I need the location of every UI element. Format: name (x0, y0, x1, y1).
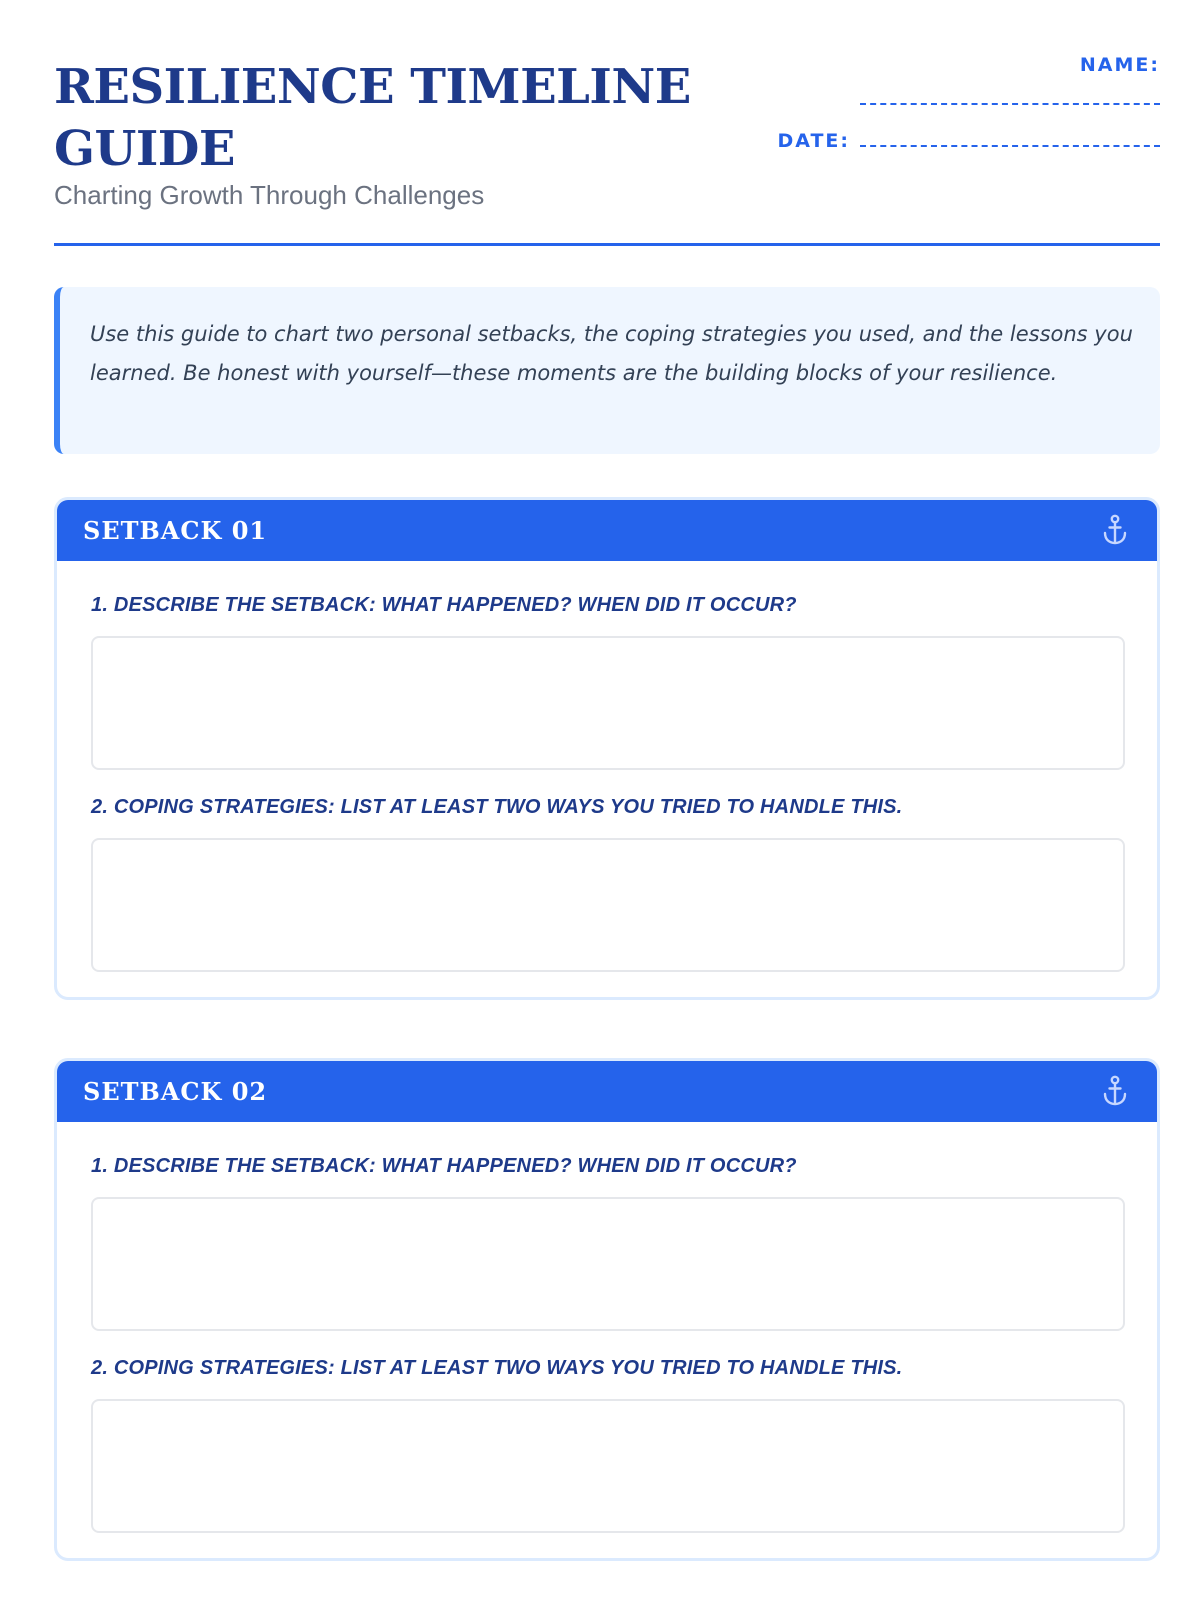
setback-card-02 (54, 1058, 1160, 1561)
page-title-line-1: RESILIENCE TIMELINE (54, 59, 691, 115)
intro-callout (54, 287, 1160, 454)
intro-text: Use this guide to chart two personal setbacks, the coping strategies you used, and the lessons you learned. Be honest with yourself—these moments are the building blocks of your resilience. (90, 322, 1133, 385)
name-date-block (760, 54, 1160, 152)
describe-setback-prompt: 1. DESCRIBE THE SETBACK: WHAT HAPPENED? WHEN DID IT OCCUR? (91, 1155, 797, 1177)
describe-setback-field[interactable] (91, 1197, 1125, 1331)
name-label: NAME: (1079, 54, 1160, 76)
setback-title: SETBACK 02 (83, 1077, 268, 1106)
page-subtitle: Charting Growth Through Challenges (54, 180, 485, 210)
anchor-icon (1101, 513, 1129, 547)
coping-strategies-prompt: 2. COPING STRATEGIES: LIST AT LEAST TWO WAYS YOU TRIED TO HANDLE THIS. (91, 796, 903, 818)
page-title-line-2: GUIDE (54, 121, 236, 177)
setback-title: SETBACK 01 (83, 516, 268, 545)
describe-setback-field[interactable] (91, 636, 1125, 770)
worksheet-page (54, 0, 1160, 1600)
setback-card-01 (54, 497, 1160, 1000)
coping-strategies-field[interactable] (91, 1399, 1125, 1533)
describe-setback-prompt: 1. DESCRIBE THE SETBACK: WHAT HAPPENED? WHEN DID IT OCCUR? (91, 594, 797, 616)
setback-card-header (57, 1061, 1157, 1122)
anchor-icon (1101, 1074, 1129, 1108)
header (54, 0, 1160, 246)
name-line[interactable] (860, 93, 1160, 105)
date-label: DATE: (777, 130, 850, 152)
coping-strategies-prompt: 2. COPING STRATEGIES: LIST AT LEAST TWO WAYS YOU TRIED TO HANDLE THIS. (91, 1357, 903, 1379)
page-title (54, 56, 694, 180)
setback-card-header (57, 500, 1157, 561)
coping-strategies-field[interactable] (91, 838, 1125, 972)
date-line[interactable] (860, 135, 1160, 147)
